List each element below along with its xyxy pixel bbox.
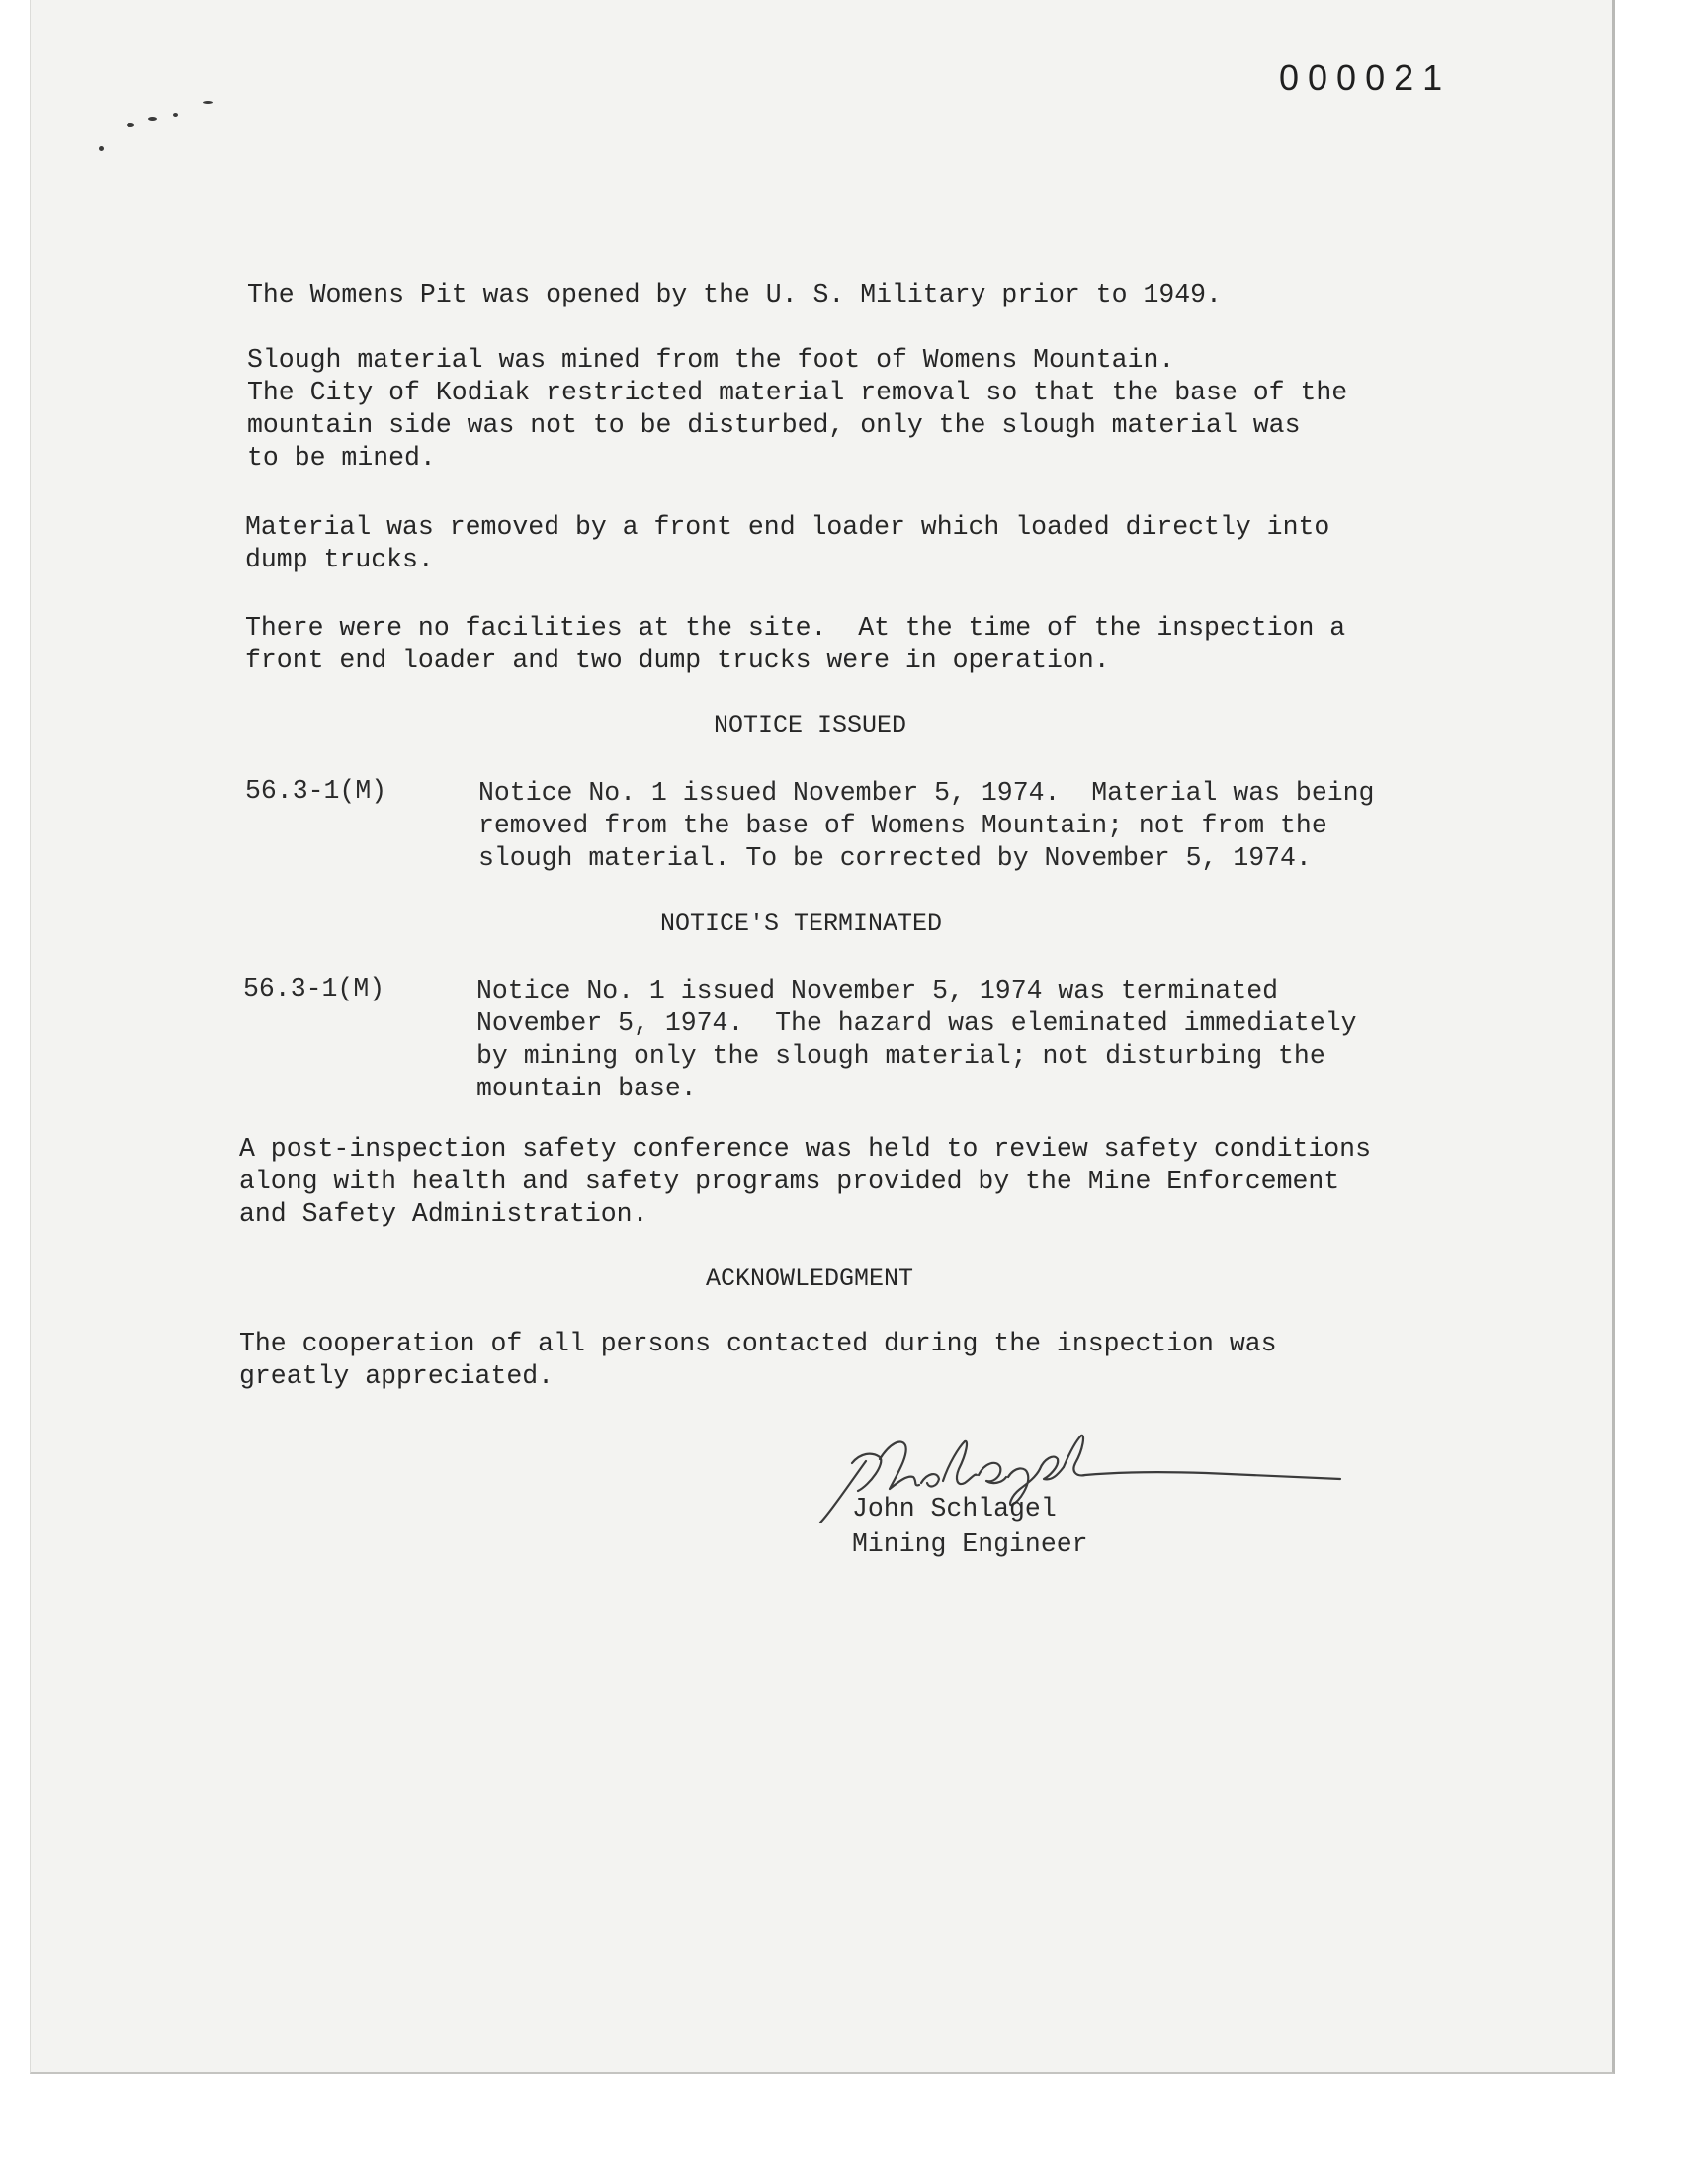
notice-line: Notice No. 1 issued November 5, 1974 was terminated: [476, 976, 1279, 1005]
notice-line: slough material. To be corrected by November 5, 1974.: [478, 843, 1312, 873]
notice-line: removed from the base of Womens Mountain; not from the: [478, 811, 1327, 840]
regulation-reference: 56.3-1(M): [243, 974, 385, 1003]
scan-speck: [127, 123, 134, 127]
paragraph-opening: The Womens Pit was opened by the U. S. Military prior to 1949.: [247, 280, 1222, 309]
signer-name: John Schlagel: [852, 1494, 1057, 1523]
paragraph-line: greatly appreciated.: [239, 1361, 555, 1391]
paragraph-line: A post-inspection safety conference was held to review safety conditions: [239, 1134, 1371, 1164]
notice-line: by mining only the slough material; not disturbing the: [476, 1041, 1325, 1071]
paragraph-line: along with health and safety programs provided by the Mine Enforcement: [239, 1167, 1340, 1196]
signer-title: Mining Engineer: [852, 1529, 1088, 1559]
scan-speck: [99, 146, 104, 151]
paragraph-line: dump trucks.: [245, 545, 434, 574]
paragraph-line: and Safety Administration.: [239, 1199, 648, 1229]
page-number: 000021: [1279, 57, 1452, 98]
scan-speck: [203, 101, 213, 104]
paragraph-line: Slough material was mined from the foot of Womens Mountain.: [247, 345, 1175, 375]
paragraph-line: mountain side was not to be disturbed, only the slough material was: [247, 410, 1301, 440]
regulation-reference: 56.3-1(M): [245, 776, 387, 806]
paragraph-line: There were no facilities at the site. At the time of the inspection a: [245, 613, 1346, 643]
notice-line: mountain base.: [476, 1074, 697, 1103]
paragraph-line: to be mined.: [247, 443, 436, 473]
notice-line: Notice No. 1 issued November 5, 1974. Material was being: [478, 778, 1375, 808]
paragraph-line: The cooperation of all persons contacted during the inspection was: [239, 1329, 1277, 1358]
scan-speck: [148, 117, 157, 121]
paragraph-line: front end loader and two dump trucks were in operation.: [245, 646, 1110, 675]
scan-speck: [173, 113, 178, 117]
page-margin: [0, 2076, 1708, 2175]
section-heading-acknowledgment: ACKNOWLEDGMENT: [706, 1264, 914, 1293]
section-heading-notices-terminated: NOTICE'S TERMINATED: [660, 910, 943, 938]
paragraph-line: The City of Kodiak restricted material removal so that the base of the: [247, 378, 1348, 407]
section-heading-notice-issued: NOTICE ISSUED: [714, 711, 907, 740]
notice-line: November 5, 1974. The hazard was eleminated immediately: [476, 1008, 1357, 1038]
paragraph-line: Material was removed by a front end loader which loaded directly into: [245, 512, 1330, 542]
